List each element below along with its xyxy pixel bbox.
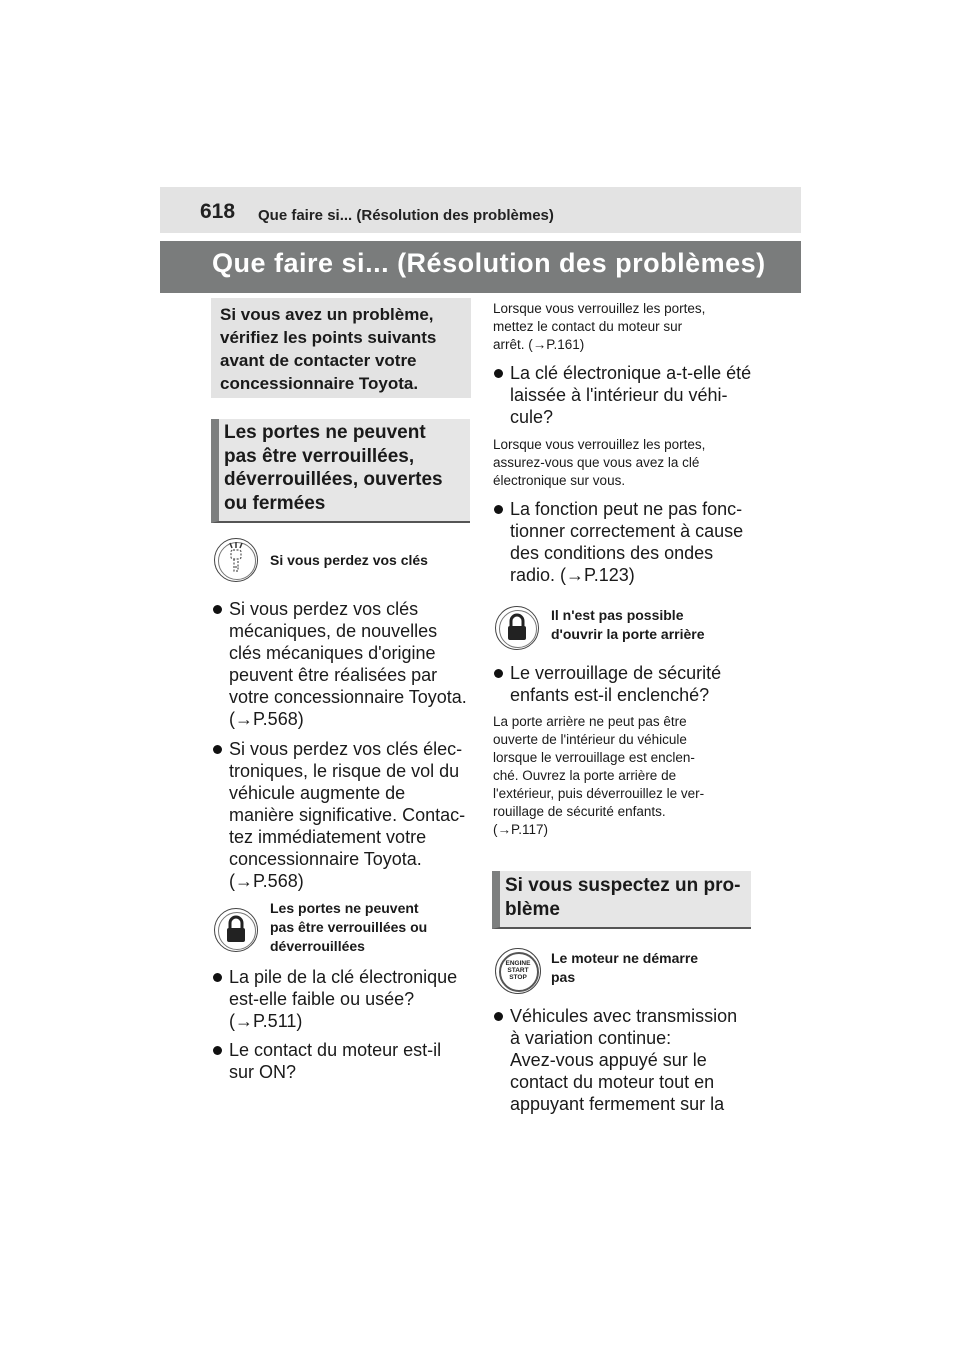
- bullet-line: La clé électronique a-t-elle été: [510, 363, 752, 383]
- note-line: Lorsque vous verrouillez les portes,: [493, 301, 706, 316]
- note-line: lorsque le verrouillage est enclen-: [493, 750, 695, 765]
- bullet-line: votre concessionnaire Toyota.: [229, 687, 467, 707]
- sub-heading-line: Il n'est pas possible: [551, 607, 684, 623]
- note-line: l'extérieur, puis déverrouillez le ver-: [493, 786, 705, 801]
- engine-icon-line: START: [507, 967, 529, 974]
- page-number: 618: [200, 200, 236, 223]
- page-reference[interactable]: (→P.568): [229, 709, 304, 729]
- bullet-cvt: [510, 1005, 755, 1115]
- lock-icon: [214, 908, 258, 952]
- sub-heading-line: Les portes ne peuvent: [270, 900, 419, 916]
- section-title-doors: [224, 421, 464, 515]
- note-key-inside: [493, 436, 753, 490]
- bullet-line: Le contact du moteur est-il: [229, 1040, 442, 1060]
- engine-icon-line: STOP: [509, 974, 527, 981]
- bullet-icon: [494, 369, 503, 378]
- bullet-line: manière significative. Contac-: [229, 805, 466, 825]
- section-line: blème: [505, 898, 560, 920]
- bullet-line: Si vous perdez vos clés: [229, 599, 419, 619]
- key-icon-glyph: [214, 538, 258, 582]
- note-child-lock: [493, 713, 758, 839]
- note-switch-on: [493, 300, 753, 354]
- intro-line: avant de contacter votre: [220, 351, 417, 370]
- lock-icon: [495, 606, 539, 650]
- page-reference[interactable]: (→P.511): [229, 1011, 303, 1031]
- sub-heading-engine: [551, 949, 751, 987]
- sub-heading-line: Le moteur ne démarre: [551, 950, 699, 966]
- bullet-line: La pile de la clé électronique: [229, 967, 458, 987]
- bullet-line: cule?: [510, 407, 554, 427]
- bullet-line: sur ON?: [229, 1062, 297, 1082]
- sub-heading-line: pas: [551, 969, 576, 985]
- bullet-icon: [494, 1012, 503, 1021]
- bullet-line: véhicule augmente de: [229, 783, 406, 803]
- engine-icon-text: [496, 960, 540, 981]
- bullet-line: tez immédiatement votre: [229, 827, 427, 847]
- bullet-icon: [213, 1046, 222, 1055]
- note-line: Lorsque vous verrouillez les portes,: [493, 437, 706, 452]
- bullet-icon: [213, 973, 222, 982]
- bullet-key-inside: [510, 362, 755, 428]
- bullet-switch-on: [229, 1039, 469, 1083]
- page-title: Que faire si... (Résolution des problèmes): [212, 248, 766, 278]
- intro-line: Si vous avez un problème,: [220, 305, 434, 324]
- section-line: ou fermées: [224, 492, 326, 514]
- bullet-icon: [494, 505, 503, 514]
- bullet-electronic-keys: [229, 738, 469, 892]
- page-reference[interactable]: (→P.568): [229, 871, 304, 891]
- bullet-line: peuvent être réalisées par: [229, 665, 438, 685]
- sub-heading-line: d'ouvrir la porte arrière: [551, 626, 705, 642]
- bullet-line: Véhicules avec transmission: [510, 1006, 738, 1026]
- sub-heading-lost-keys: Si vous perdez vos clés: [270, 552, 428, 568]
- bullet-line: des conditions des ondes: [510, 543, 714, 563]
- intro-line: vérifiez les points suivants: [220, 328, 437, 347]
- note-line: mettez le contact du moteur sur: [493, 319, 683, 334]
- bullet-line: clés mécaniques d'origine: [229, 643, 436, 663]
- note-line: ché. Ouvrez la porte arrière de: [493, 768, 677, 783]
- sub-heading-cannot-lock: [270, 899, 470, 956]
- engine-icon-line: ENGINE: [505, 960, 531, 967]
- bullet-icon: [213, 605, 222, 614]
- sub-heading-line: déverrouillées: [270, 938, 365, 954]
- page-reference[interactable]: arrêt. (→P.161): [493, 337, 585, 352]
- section-line: pas être verrouillées,: [224, 445, 415, 467]
- section-line: Les portes ne peuvent: [224, 422, 426, 443]
- bullet-line: mécaniques, de nouvelles: [229, 621, 438, 641]
- note-line: assurez-vous que vous avez la clé: [493, 455, 700, 470]
- note-line: ouverte de l'intérieur du véhicule: [493, 732, 687, 747]
- note-line: rouillage de sécurité enfants.: [493, 804, 666, 819]
- bullet-line: troniques, le risque de vol du: [229, 761, 460, 781]
- lock-icon-glyph: [214, 908, 258, 952]
- page-reference[interactable]: (→P.117): [493, 822, 549, 837]
- bullet-line: concessionnaire Toyota.: [229, 849, 422, 869]
- bullet-line: La fonction peut ne pas fonc-: [510, 499, 743, 519]
- bullet-line: Le verrouillage de sécurité: [510, 663, 722, 683]
- bullet-line: est-elle faible ou usée?: [229, 989, 415, 1009]
- bullet-radio: [510, 498, 755, 586]
- bullet-icon: [494, 669, 503, 678]
- bullet-mechanical-keys: [229, 598, 469, 730]
- section-line: déverrouillées, ouvertes: [224, 469, 443, 490]
- bullet-line: à variation continue:: [510, 1028, 672, 1048]
- bullet-battery: [229, 966, 469, 1032]
- intro-text: [220, 303, 465, 395]
- engine-start-stop-icon: [495, 948, 541, 994]
- section-line: Si vous suspectez un pro-: [505, 875, 741, 896]
- note-line: électronique sur vous.: [493, 473, 626, 488]
- bullet-line: contact du moteur tout en: [510, 1072, 715, 1092]
- bullet-line: Avez-vous appuyé sur le: [510, 1050, 707, 1070]
- section-title-suspect: [505, 874, 747, 921]
- page-reference[interactable]: radio. (→P.123): [510, 565, 635, 585]
- bullet-line: laissée à l'intérieur du véhi-: [510, 385, 728, 405]
- sub-heading-line: pas être verrouillées ou: [270, 919, 428, 935]
- bullet-icon: [213, 745, 222, 754]
- bullet-line: Si vous perdez vos clés élec-: [229, 739, 463, 759]
- bullet-line: tionner correctement à cause: [510, 521, 744, 541]
- note-line: La porte arrière ne peut pas être: [493, 714, 687, 729]
- key-icon: [214, 538, 258, 582]
- lock-icon-glyph: [495, 606, 539, 650]
- bullet-line: appuyant fermement sur la: [510, 1094, 725, 1114]
- intro-line: concessionnaire Toyota.: [220, 374, 419, 393]
- bullet-child-lock: [510, 662, 755, 706]
- running-title: Que faire si... (Résolution des problèmes): [258, 207, 554, 224]
- bullet-line: enfants est-il enclenché?: [510, 685, 710, 705]
- sub-heading-rear-door: [551, 606, 751, 644]
